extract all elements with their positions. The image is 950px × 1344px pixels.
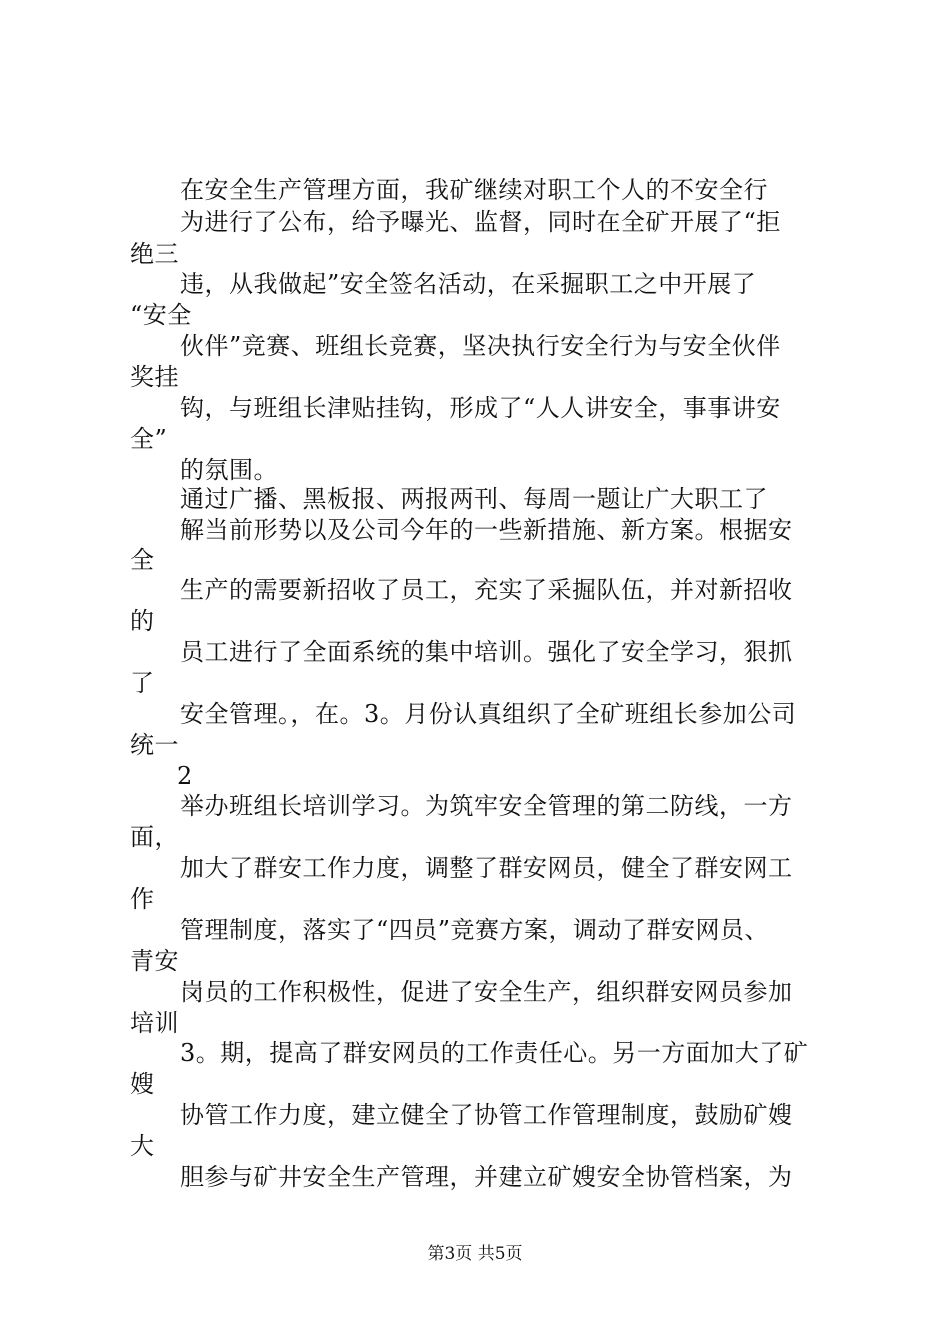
text-line: 大: [130, 1132, 155, 1160]
text-line: 安全管理。，在。3。月份认真组织了全矿班组长参加公司: [180, 700, 797, 728]
text-line: 了: [130, 669, 155, 697]
text-line: 解当前形势以及公司今年的一些新措施、新方案。根据安: [180, 516, 793, 544]
text-line: 嫂: [130, 1070, 155, 1098]
text-line: 员工进行了全面系统的集中培训。强化了安全学习，狠抓: [180, 638, 793, 666]
text-line: 的氛围。: [180, 456, 278, 484]
text-line: 为进行了公布，给予曝光、监督，同时在全矿开展了“拒: [180, 208, 781, 236]
text-line: 协管工作力度，建立健全了协管工作管理制度，鼓励矿嫂: [180, 1101, 793, 1129]
text-line: 统一: [130, 731, 179, 759]
text-line: 2: [177, 762, 193, 790]
text-line: 生产的需要新招收了员工，充实了采掘队伍，并对新招收: [180, 576, 793, 604]
text-line: 全: [130, 546, 155, 574]
text-line: 3。期，提高了群安网员的工作责任心。另一方面加大了矿: [180, 1039, 809, 1067]
text-line: 青安: [130, 947, 179, 975]
text-line: 伙伴”竞赛、班组长竞赛，坚决执行安全行为与安全伙伴: [180, 332, 781, 360]
text-line: 岗员的工作积极性，促进了安全生产，组织群安网员参加: [180, 978, 793, 1006]
text-line: “安全: [130, 301, 192, 329]
text-line: 培训: [130, 1009, 179, 1037]
text-line: 全”: [130, 425, 168, 453]
text-line: 违，从我做起”安全签名活动，在采掘职工之中开展了: [180, 270, 757, 298]
page-footer: 第3页 共5页: [427, 1244, 523, 1264]
text-line: 奖挂: [130, 363, 179, 391]
text-line: 管理制度，落实了“四员”竞赛方案，调动了群安网员、: [180, 916, 770, 944]
text-line: 胆参与矿井安全生产管理，并建立矿嫂安全协管档案，为: [180, 1163, 793, 1191]
text-line: 的: [130, 607, 155, 635]
text-line: 钩，与班组长津贴挂钩，形成了“人人讲安全，事事讲安: [180, 394, 781, 422]
text-line: 在安全生产管理方面，我矿继续对职工个人的不安全行: [180, 176, 768, 204]
text-line: 通过广播、黑板报、两报两刊、每周一题让广大职工了: [180, 485, 768, 513]
text-line: 绝三: [130, 240, 179, 268]
text-line: 加大了群安工作力度，调整了群安网员，健全了群安网工: [180, 854, 793, 882]
text-line: 作: [130, 885, 155, 913]
text-line: 面，: [130, 823, 179, 851]
text-line: 举办班组长培训学习。为筑牢安全管理的第二防线，一方: [180, 792, 793, 820]
